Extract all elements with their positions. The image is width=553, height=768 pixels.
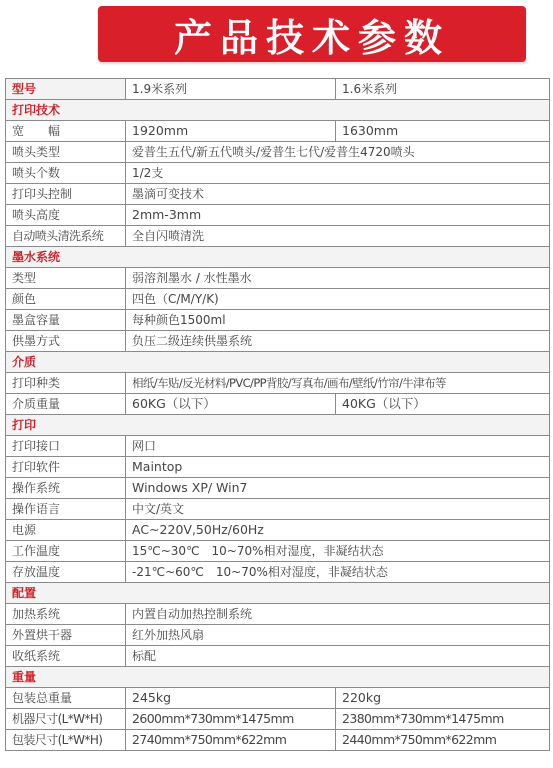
row-label: 喷头高度 xyxy=(6,205,126,226)
row-label: 外置烘干器 xyxy=(6,625,126,646)
table-row xyxy=(6,205,550,226)
table-row xyxy=(6,562,550,583)
title-banner xyxy=(98,6,526,62)
row-value-2: 40KG（以下） xyxy=(336,394,550,415)
section-media: 介质 xyxy=(6,352,550,373)
row-value: 中文/英文 xyxy=(126,499,550,520)
section-ink-system: 墨水系统 xyxy=(6,247,550,268)
row-value-2: 2440mm*750mm*622mm xyxy=(336,730,550,751)
page-title: 产品技术参数 xyxy=(173,15,450,60)
table-row xyxy=(6,373,550,394)
row-value: 负压二级连续供墨系统 xyxy=(126,331,550,352)
row-value: 标配 xyxy=(126,646,550,667)
table-row xyxy=(6,688,550,709)
table-row xyxy=(6,226,550,247)
row-label: 喷头类型 xyxy=(6,142,126,163)
row-value: 2mm-3mm xyxy=(126,205,550,226)
row-label: 打印头控制 xyxy=(6,184,126,205)
model-1-9m: 1.9米系列 xyxy=(126,79,336,100)
section-print-tech: 打印技术 xyxy=(6,100,550,121)
row-label: 供墨方式 xyxy=(6,331,126,352)
row-value-1: 2600mm*730mm*1475mm xyxy=(126,709,336,730)
table-row xyxy=(6,457,550,478)
row-label: 喷头个数 xyxy=(6,163,126,184)
table-row xyxy=(6,394,550,415)
section-config: 配置 xyxy=(6,583,550,604)
row-label: 自动喷头清洗系统 xyxy=(6,226,126,247)
row-value-1: 2740mm*750mm*622mm xyxy=(126,730,336,751)
table-row xyxy=(6,646,550,667)
section-weight: 重量 xyxy=(6,667,550,688)
table-row xyxy=(6,709,550,730)
table-row xyxy=(6,310,550,331)
row-value: Windows XP/ Win7 xyxy=(126,478,550,499)
row-label: 电源 xyxy=(6,520,126,541)
row-value-1: 245kg xyxy=(126,688,336,709)
model-1-6m: 1.6米系列 xyxy=(336,79,550,100)
row-label: 机器尺寸(L*W*H) xyxy=(6,709,126,730)
row-label: 介质重量 xyxy=(6,394,126,415)
row-value: 1/2支 xyxy=(126,163,550,184)
spec-table xyxy=(5,78,550,751)
table-header-row xyxy=(6,79,550,100)
row-label: 打印种类 xyxy=(6,373,126,394)
row-label: 收纸系统 xyxy=(6,646,126,667)
table-row xyxy=(6,163,550,184)
row-value: 四色（C/M/Y/K) xyxy=(126,289,550,310)
table-row xyxy=(6,436,550,457)
row-value: 网口 xyxy=(126,436,550,457)
row-value: AC~220V,50Hz/60Hz xyxy=(126,520,550,541)
section-row xyxy=(6,100,550,121)
section-row xyxy=(6,247,550,268)
row-value: 相纸/车贴/反光材料/PVC/PP背胶/写真布/画布/壁纸/竹帘/牛津布等 xyxy=(126,373,550,394)
row-label: 加热系统 xyxy=(6,604,126,625)
row-value-2: 1630mm xyxy=(336,121,550,142)
row-value: 15℃~30℃ 10~70%相对湿度，非凝结状态 xyxy=(126,541,550,562)
table-row xyxy=(6,142,550,163)
row-label: 颜色 xyxy=(6,289,126,310)
row-value-1: 1920mm xyxy=(126,121,336,142)
table-row xyxy=(6,184,550,205)
section-row xyxy=(6,667,550,688)
row-value-2: 220kg xyxy=(336,688,550,709)
row-value: 爱普生五代/新五代喷头/爱普生七代/爱普生4720喷头 xyxy=(126,142,550,163)
section-printing: 打印 xyxy=(6,415,550,436)
row-label: 打印接口 xyxy=(6,436,126,457)
row-label: 墨盒容量 xyxy=(6,310,126,331)
row-value: 全自闪喷清洗 xyxy=(126,226,550,247)
row-label: 操作系统 xyxy=(6,478,126,499)
model-label: 型号 xyxy=(6,79,126,100)
row-value: -21℃~60℃ 10~70%相对湿度，非凝结状态 xyxy=(126,562,550,583)
section-row xyxy=(6,415,550,436)
section-row xyxy=(6,352,550,373)
row-label: 类型 xyxy=(6,268,126,289)
table-row xyxy=(6,520,550,541)
table-row xyxy=(6,499,550,520)
table-row xyxy=(6,541,550,562)
row-value-1: 60KG（以下） xyxy=(126,394,336,415)
row-label: 包装总重量 xyxy=(6,688,126,709)
table-row xyxy=(6,121,550,142)
table-row xyxy=(6,625,550,646)
table-row xyxy=(6,268,550,289)
table-row xyxy=(6,289,550,310)
row-value: Maintop xyxy=(126,457,550,478)
section-row xyxy=(6,583,550,604)
row-value: 红外加热风扇 xyxy=(126,625,550,646)
table-row xyxy=(6,604,550,625)
row-label: 包装尺寸(L*W*H) xyxy=(6,730,126,751)
table-row xyxy=(6,331,550,352)
row-label: 操作语言 xyxy=(6,499,126,520)
row-label: 存放温度 xyxy=(6,562,126,583)
table-row xyxy=(6,478,550,499)
row-value: 内置自动加热控制系统 xyxy=(126,604,550,625)
row-label: 打印软件 xyxy=(6,457,126,478)
row-label: 工作温度 xyxy=(6,541,126,562)
row-value: 每种颜色1500ml xyxy=(126,310,550,331)
table-row xyxy=(6,730,550,751)
row-label: 宽 幅 xyxy=(6,121,126,142)
row-value-2: 2380mm*730mm*1475mm xyxy=(336,709,550,730)
row-value: 弱溶剂墨水 / 水性墨水 xyxy=(126,268,550,289)
row-value: 墨滴可变技术 xyxy=(126,184,550,205)
